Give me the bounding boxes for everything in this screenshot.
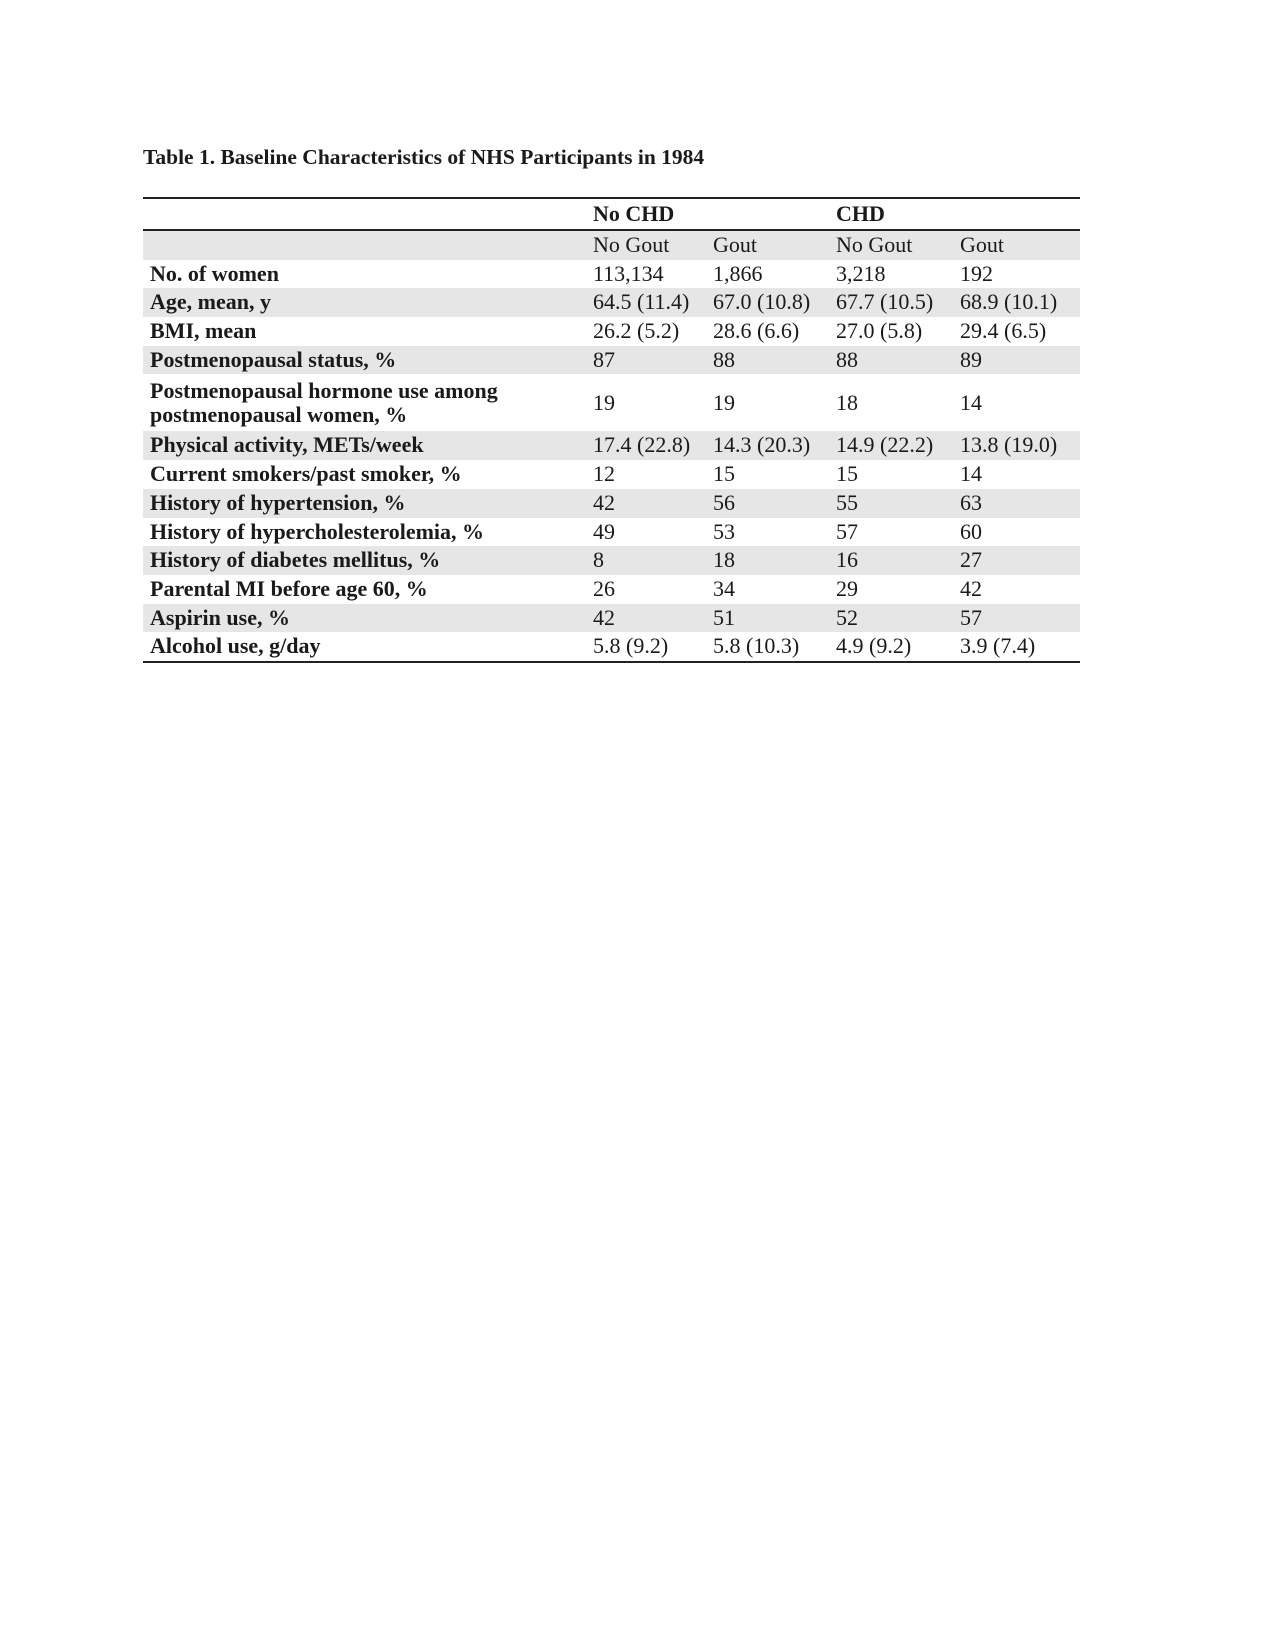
row-label (143, 489, 593, 518)
table-row (143, 546, 1080, 575)
value-cell: 192 (960, 260, 993, 286)
subheader-cell: No Gout (593, 232, 670, 257)
table-row (143, 288, 1080, 317)
row-label-text: History of hypercholesterolemia, % (150, 518, 485, 544)
value-cell: 49 (593, 518, 615, 544)
table-row (143, 431, 1080, 460)
table-row (143, 575, 1080, 604)
value-cell: 56 (713, 489, 735, 515)
row-label (143, 546, 593, 575)
value-cell: 113,134 (593, 260, 664, 286)
value-cell: 5.8 (10.3) (713, 633, 800, 659)
value-cell: 57 (960, 604, 982, 630)
value-cell: 42 (960, 575, 982, 601)
value-cell: 1,866 (713, 260, 763, 286)
group-header-no-chd: No CHD (593, 200, 675, 226)
row-label-text: Aspirin use, % (150, 604, 290, 630)
table-row (143, 489, 1080, 518)
row-label-text: Postmenopausal status, % (150, 346, 397, 372)
subheader-cell: Gout (960, 232, 1004, 257)
row-label (143, 632, 593, 661)
value-cell: 15 (836, 461, 858, 487)
value-cell: 53 (713, 518, 735, 544)
value-cell: 63 (960, 489, 982, 515)
table-row (143, 632, 1080, 661)
value-cell: 68.9 (10.1) (960, 289, 1058, 315)
value-cell: 19 (593, 389, 615, 415)
table-title: Table 1. Baseline Characteristics of NHS Participants in 1984 (143, 145, 705, 169)
value-cell: 52 (836, 604, 858, 630)
value-cell: 18 (836, 389, 858, 415)
value-cell: 34 (713, 575, 735, 601)
value-cell: 5.8 (9.2) (593, 633, 669, 659)
value-cell: 17.4 (22.8) (593, 432, 691, 458)
value-cell: 89 (960, 346, 982, 372)
row-label (143, 575, 593, 604)
value-cell: 88 (713, 346, 735, 372)
value-cell: 29 (836, 575, 858, 601)
value-cell: 12 (593, 461, 615, 487)
value-cell: 4.9 (9.2) (836, 633, 912, 659)
value-cell: 57 (836, 518, 858, 544)
row-label-text: Current smokers/past smoker, % (150, 461, 462, 487)
subheader-cell: Gout (713, 232, 757, 257)
row-label-text: Age, mean, y (150, 289, 271, 315)
value-cell: 67.0 (10.8) (713, 289, 811, 315)
row-label (143, 346, 593, 375)
value-cell: 26 (593, 575, 615, 601)
value-cell: 14.9 (22.2) (836, 432, 934, 458)
table-row (143, 374, 1080, 431)
table-row (143, 460, 1080, 489)
row-label (143, 604, 593, 633)
row-label-text: Alcohol use, g/day (150, 633, 321, 659)
value-cell: 55 (836, 489, 858, 515)
value-cell: 60 (960, 518, 982, 544)
value-cell: 3,218 (836, 260, 886, 286)
value-cell: 26.2 (5.2) (593, 318, 680, 344)
value-cell: 27 (960, 547, 982, 573)
table-row (143, 260, 1080, 289)
row-label (143, 379, 593, 427)
row-label-text: postmenopausal women, % (150, 401, 408, 427)
value-cell: 16 (836, 547, 858, 573)
value-cell: 42 (593, 604, 615, 630)
table-row (143, 317, 1080, 346)
row-label (143, 317, 593, 346)
value-cell: 64.5 (11.4) (593, 289, 690, 315)
value-cell: 87 (593, 346, 615, 372)
value-cell: 51 (713, 604, 735, 630)
row-label-text: Parental MI before age 60, % (150, 575, 428, 601)
row-label (143, 260, 593, 289)
value-cell: 88 (836, 346, 858, 372)
row-label (143, 518, 593, 547)
row-label (143, 288, 593, 317)
value-cell: 14.3 (20.3) (713, 432, 811, 458)
group-header-chd: CHD (836, 200, 885, 226)
value-cell: 13.8 (19.0) (960, 432, 1058, 458)
value-cell: 8 (593, 547, 604, 573)
group-header-row (143, 199, 1080, 231)
value-cell: 14 (960, 461, 982, 487)
row-label-text: History of diabetes mellitus, % (150, 547, 441, 573)
baseline-characteristics-table (143, 197, 1080, 663)
value-cell: 18 (713, 547, 735, 573)
row-label (143, 431, 593, 460)
value-cell: 28.6 (6.6) (713, 318, 800, 344)
table-row (143, 346, 1080, 375)
value-cell: 27.0 (5.8) (836, 318, 923, 344)
table-row (143, 518, 1080, 547)
value-cell: 29.4 (6.5) (960, 318, 1047, 344)
table-row (143, 604, 1080, 633)
value-cell: 3.9 (7.4) (960, 633, 1036, 659)
row-label-text: Postmenopausal hormone use among (150, 377, 498, 403)
row-label-text: BMI, mean (150, 318, 257, 344)
value-cell: 42 (593, 489, 615, 515)
value-cell: 19 (713, 389, 735, 415)
value-cell: 15 (713, 461, 735, 487)
subheader-row (143, 231, 1080, 260)
row-label-text: History of hypertension, % (150, 489, 406, 515)
value-cell: 67.7 (10.5) (836, 289, 934, 315)
subheader-cell: No Gout (836, 232, 913, 257)
value-cell: 14 (960, 389, 982, 415)
row-label (143, 460, 593, 489)
row-label-text: Physical activity, METs/week (150, 432, 424, 458)
row-label-text: No. of women (150, 260, 279, 286)
